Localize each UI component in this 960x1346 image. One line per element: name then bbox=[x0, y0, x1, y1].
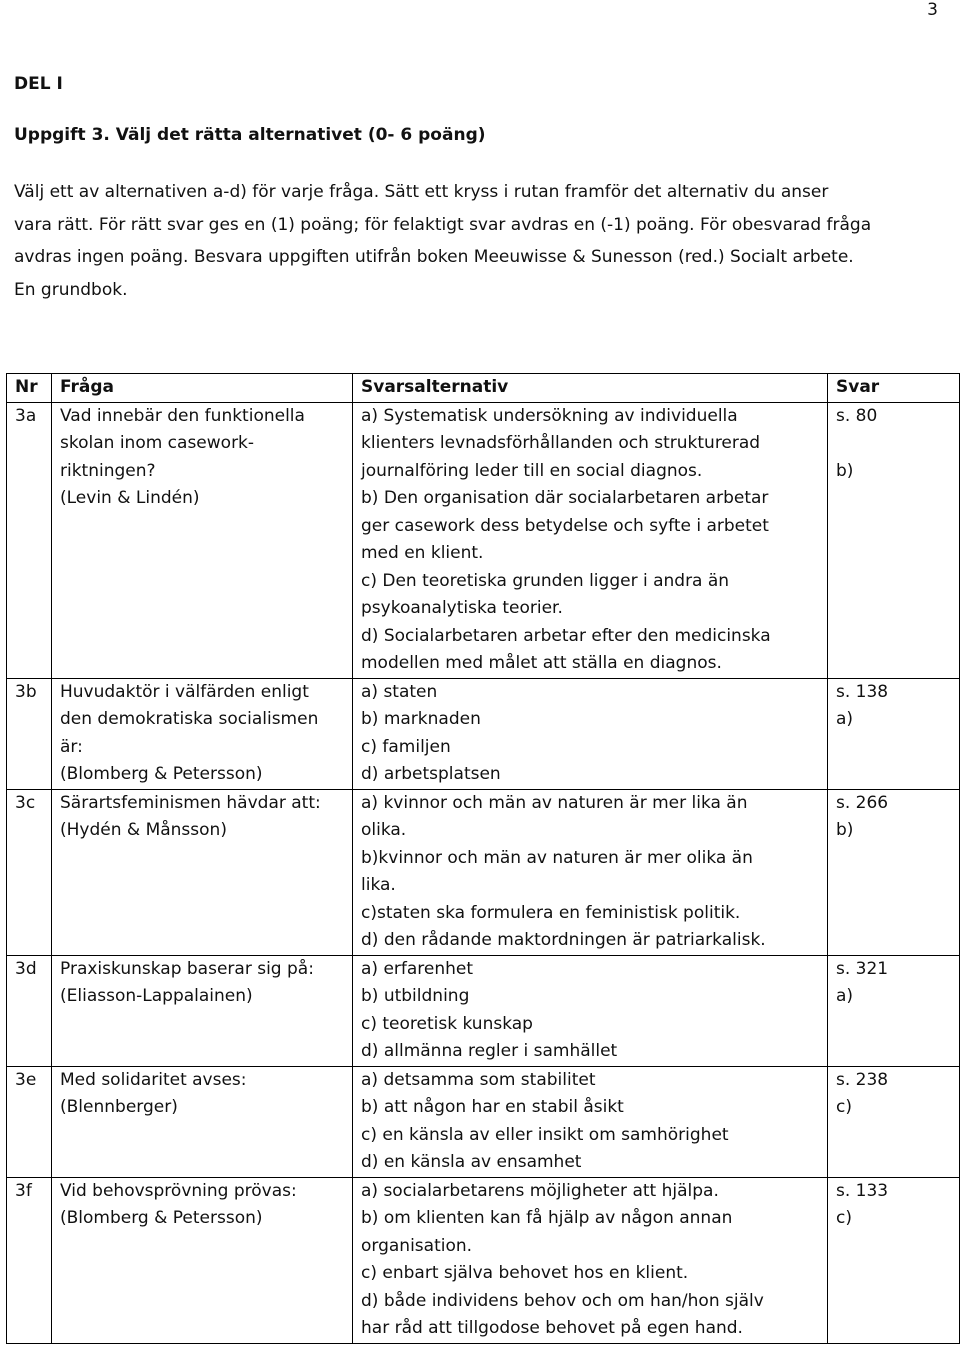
question-text-line: den demokratiska socialismen bbox=[60, 709, 319, 729]
answer-alternatives-line: d) både individens behov och om han/hon själv bbox=[361, 1290, 764, 1311]
answer-alternatives-line: har råd att tillgodose behovet på egen hand. bbox=[361, 1318, 743, 1338]
page-number: 3 bbox=[927, 0, 938, 20]
question-text-line: riktningen? bbox=[60, 460, 156, 481]
instructions-line: En grundbok. bbox=[14, 279, 128, 300]
answer-key-line: s. 80 bbox=[836, 405, 878, 426]
instructions-line: vara rätt. För rätt svar ges en (1) poäng; för felaktigt svar avdras en (-1) poäng. För obesvarad fråga bbox=[14, 214, 872, 235]
question-text-line: Med solidaritet avses: bbox=[60, 1069, 247, 1090]
question-text-line: (Blennberger) bbox=[60, 1097, 178, 1117]
table-header-row bbox=[7, 374, 960, 403]
question-text-line: (Hydén & Månsson) bbox=[60, 820, 227, 840]
answer-alternatives bbox=[353, 1066, 828, 1177]
answer-key-line: s. 266 bbox=[836, 792, 889, 813]
header-answer: Svar bbox=[828, 374, 960, 403]
question-text-line: skolan inom casework- bbox=[60, 433, 255, 453]
answer-alternatives-line: d) arbetsplatsen bbox=[361, 764, 501, 784]
answer-alternatives-line: b) utbildning bbox=[361, 986, 470, 1006]
answer-key-line: s. 321 bbox=[836, 958, 889, 979]
answer-alternatives-line: a) Systematisk undersökning av individuella bbox=[361, 405, 738, 426]
answer-alternatives-line: c) enbart själva behovet hos en klient. bbox=[361, 1263, 689, 1283]
answer-key-line: c) bbox=[836, 1208, 852, 1228]
answer-key-line: c) bbox=[836, 1097, 852, 1117]
answer-alternatives-line: lika. bbox=[361, 875, 396, 895]
question-text bbox=[52, 402, 353, 678]
answer-key-line: a) bbox=[836, 709, 854, 729]
quiz-table-body bbox=[7, 402, 960, 1343]
answer-key bbox=[828, 1177, 960, 1343]
answer-key-line: s. 133 bbox=[836, 1180, 889, 1201]
answer-alternatives-line: olika. bbox=[361, 820, 407, 840]
answer-key-line bbox=[836, 430, 953, 458]
question-text-line: (Eliasson-Lappalainen) bbox=[60, 986, 253, 1006]
answer-alternatives-line: journalföring leder till en social diagnos. bbox=[361, 460, 703, 481]
answer-alternatives-line: psykoanalytiska teorier. bbox=[361, 598, 563, 618]
question-text-line: Särartsfeminismen hävdar att: bbox=[60, 792, 321, 813]
header-alternatives: Svarsalternativ bbox=[353, 374, 828, 403]
answer-key bbox=[828, 678, 960, 789]
table-row bbox=[7, 402, 960, 678]
part-heading: DEL I bbox=[14, 74, 63, 94]
question-text-line: Vad innebär den funktionella bbox=[60, 405, 305, 426]
answer-key-line: s. 238 bbox=[836, 1069, 889, 1090]
question-number: 3c bbox=[7, 789, 52, 955]
answer-alternatives-line: c) teoretisk kunskap bbox=[361, 1013, 533, 1034]
answer-alternatives-line: c)staten ska formulera en feministisk politik. bbox=[361, 902, 741, 923]
answer-key bbox=[828, 789, 960, 955]
answer-alternatives-line: organisation. bbox=[361, 1235, 473, 1256]
answer-alternatives-line: d) allmänna regler i samhället bbox=[361, 1041, 618, 1061]
answer-key-line: b) bbox=[836, 460, 854, 481]
answer-alternatives-line: c) Den teoretiska grunden ligger i andra än bbox=[361, 570, 730, 591]
answer-alternatives-line: d) den rådande maktordningen är patriarkalisk. bbox=[361, 930, 766, 950]
answer-alternatives-line: a) socialarbetarens möjligheter att hjälpa. bbox=[361, 1180, 719, 1201]
answer-alternatives bbox=[353, 789, 828, 955]
table-row bbox=[7, 789, 960, 955]
answer-alternatives-line: a) erfarenhet bbox=[361, 958, 474, 979]
answer-alternatives-line: b) Den organisation där socialarbetaren arbetar bbox=[361, 488, 769, 508]
table-row bbox=[7, 678, 960, 789]
answer-alternatives-line: c) familjen bbox=[361, 736, 451, 757]
answer-alternatives bbox=[353, 678, 828, 789]
answer-key bbox=[828, 955, 960, 1066]
question-text bbox=[52, 955, 353, 1066]
answer-alternatives-line: a) kvinnor och män av naturen är mer lika än bbox=[361, 792, 748, 813]
answer-alternatives-line: c) en känsla av eller insikt om samhörighet bbox=[361, 1124, 729, 1145]
answer-alternatives-line: b) om klienten kan få hjälp av någon annan bbox=[361, 1208, 733, 1228]
question-text-line: Huvudaktör i välfärden enligt bbox=[60, 681, 309, 702]
question-text bbox=[52, 1066, 353, 1177]
answer-key bbox=[828, 402, 960, 678]
answer-key bbox=[828, 1066, 960, 1177]
instructions-line: avdras ingen poäng. Besvara uppgiften utifrån boken Meeuwisse & Sunesson (red.) Socialt arbete. bbox=[14, 247, 854, 267]
answer-alternatives-line: modellen med målet att ställa en diagnos. bbox=[361, 653, 722, 673]
answer-alternatives-line: b)kvinnor och män av naturen är mer olika än bbox=[361, 847, 753, 868]
question-number: 3b bbox=[7, 678, 52, 789]
answer-alternatives-line: a) detsamma som stabilitet bbox=[361, 1069, 596, 1090]
question-text bbox=[52, 789, 353, 955]
question-text-line: (Blomberg & Petersson) bbox=[60, 764, 263, 784]
answer-alternatives-line: ger casework dess betydelse och syfte i arbetet bbox=[361, 515, 769, 536]
question-number: 3f bbox=[7, 1177, 52, 1343]
header-question: Fråga bbox=[52, 374, 353, 403]
task-heading: Uppgift 3. Välj det rätta alternativet (0- 6 poäng) bbox=[14, 125, 486, 145]
answer-alternatives bbox=[353, 955, 828, 1066]
answer-alternatives bbox=[353, 1177, 828, 1343]
answer-alternatives-line: b) marknaden bbox=[361, 709, 481, 729]
question-text-line: (Blomberg & Petersson) bbox=[60, 1208, 263, 1228]
answer-alternatives-line: a) staten bbox=[361, 681, 438, 702]
question-number: 3a bbox=[7, 402, 52, 678]
answer-key-line: b) bbox=[836, 820, 854, 840]
instructions-line: Välj ett av alternativen a-d) för varje fråga. Sätt ett kryss i rutan framför det alternativ du anser bbox=[14, 182, 829, 202]
answer-alternatives-line: b) att någon har en stabil åsikt bbox=[361, 1097, 624, 1117]
answer-key-line: s. 138 bbox=[836, 681, 889, 702]
answer-alternatives-line: d) en känsla av ensamhet bbox=[361, 1152, 582, 1172]
question-text-line: (Levin & Lindén) bbox=[60, 488, 200, 508]
header-nr: Nr bbox=[7, 374, 52, 403]
question-number: 3e bbox=[7, 1066, 52, 1177]
quiz-table bbox=[6, 373, 960, 1344]
question-number: 3d bbox=[7, 955, 52, 1066]
question-text-line: Praxiskunskap baserar sig på: bbox=[60, 958, 314, 979]
answer-alternatives-line: d) Socialarbetaren arbetar efter den medicinska bbox=[361, 625, 771, 646]
answer-alternatives-line: med en klient. bbox=[361, 543, 484, 563]
question-text bbox=[52, 678, 353, 789]
question-text-line: är: bbox=[60, 736, 83, 757]
question-text-line: Vid behovsprövning prövas: bbox=[60, 1180, 297, 1201]
table-row bbox=[7, 1066, 960, 1177]
answer-alternatives bbox=[353, 402, 828, 678]
answer-key-line: a) bbox=[836, 986, 854, 1006]
instructions-paragraph bbox=[14, 176, 934, 306]
answer-alternatives-line: klienters levnadsförhållanden och strukturerad bbox=[361, 433, 761, 453]
table-row bbox=[7, 1177, 960, 1343]
question-text bbox=[52, 1177, 353, 1343]
table-row bbox=[7, 955, 960, 1066]
